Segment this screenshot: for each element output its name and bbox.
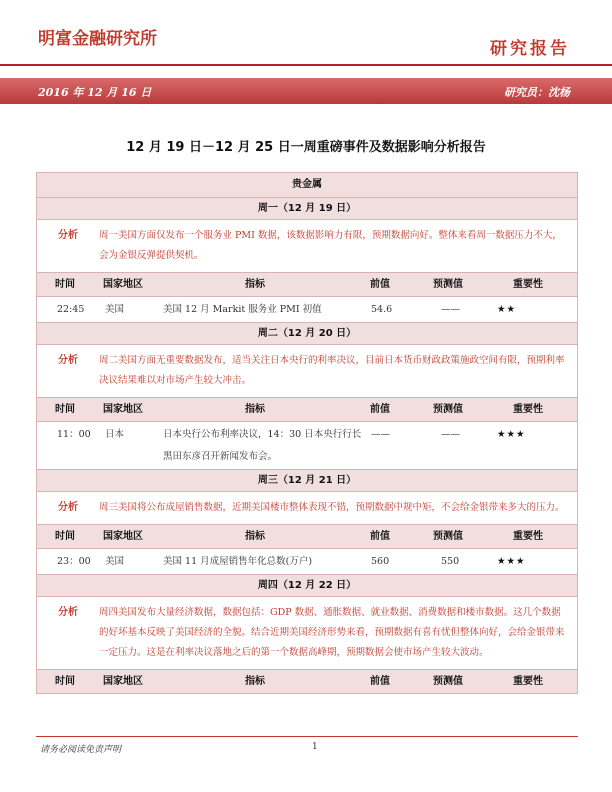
col-previous: 前值: [370, 279, 390, 290]
cell-importance: ★★★: [497, 556, 526, 567]
cell-region: 美国: [105, 556, 125, 567]
analysis-text: 周三美国将公布成屋销售数据，近期美国楼市整体表现不错，预期数据中规中矩，不会给金银带来多大的压力。: [99, 502, 565, 513]
col-importance: 重要性: [513, 279, 543, 290]
column-header-row: [37, 669, 577, 693]
col-importance: 重要性: [513, 404, 543, 415]
cell-previous: ——: [371, 429, 390, 440]
page-number: 1: [312, 742, 318, 752]
report-type: 研究报告: [490, 39, 570, 59]
table-row: [37, 548, 577, 574]
col-time: 时间: [55, 279, 75, 290]
cell-indicator: 日本央行公布利率决议，14：30 日本央行行长黑田东彦召开新闻发布会。: [163, 429, 362, 462]
page-title: 12 月 19 日－12 月 25 日一周重磅事件及数据影响分析报告: [126, 140, 486, 155]
analysis-row-monday: [37, 219, 577, 272]
analysis-label: 分析: [58, 355, 78, 366]
cell-region: 美国: [105, 304, 125, 315]
col-indicator: 指标: [245, 676, 265, 687]
col-previous: 前值: [370, 531, 390, 542]
analysis-label: 分析: [58, 230, 78, 241]
cell-forecast: 550: [441, 556, 460, 567]
cell-previous: 560: [371, 556, 390, 567]
analysis-row-thursday: [37, 596, 577, 669]
col-forecast: 预测值: [433, 404, 463, 415]
col-previous: 前值: [370, 404, 390, 415]
col-indicator: 指标: [245, 531, 265, 542]
events-table: [36, 172, 578, 694]
analysis-row-wednesday: [37, 491, 577, 524]
cell-importance: ★★★: [497, 429, 526, 440]
col-region: 国家地区: [103, 676, 143, 687]
col-previous: 前值: [370, 676, 390, 687]
cell-time: 11：00: [57, 429, 91, 440]
day-header-thursday: 周四（12 月 22 日）: [37, 574, 577, 596]
analysis-text: 周一美国方面仅发布一个服务业 PMI 数据，该数据影响力有限，预期数据向好。整体来看周一数据压力不大，会为金银反弹提供契机。: [99, 230, 562, 261]
column-header-row: [37, 272, 577, 296]
column-header-row: [37, 524, 577, 548]
col-indicator: 指标: [245, 404, 265, 415]
cell-indicator: 美国 11 月成屋销售年化总数(万户): [163, 556, 313, 567]
disclaimer-link[interactable]: 请务必阅读免责声明: [40, 745, 122, 755]
section-header: 贵金属: [37, 173, 577, 197]
col-forecast: 预测值: [433, 676, 463, 687]
header-rule: [0, 64, 612, 66]
col-indicator: 指标: [245, 279, 265, 290]
day-header-monday: 周一（12 月 19 日）: [37, 197, 577, 219]
col-region: 国家地区: [103, 531, 143, 542]
logo: 明富金融研究所: [38, 29, 157, 49]
col-time: 时间: [55, 404, 75, 415]
analysis-text: 周四美国发布大量经济数据，数据包括：GDP 数据、通胀数据、就业数据、消费数据和楼市数据。这几个数据的好坏基本反映了美国经济的全貌。结合近期美国经济形势来看，预期数据有喜有忧但整体向好，会给金银带来一定压力。这是在利率决议落地之后的第一个数据高峰期，预期数据会使市场产生较大波动。: [99, 607, 565, 658]
analysis-label: 分析: [58, 502, 78, 513]
cell-time: 22:45: [57, 304, 85, 315]
column-header-row: [37, 397, 577, 421]
analysis-label: 分析: [58, 607, 78, 618]
cell-region: 日本: [105, 429, 125, 440]
table-row: [37, 296, 577, 322]
col-forecast: 预测值: [433, 531, 463, 542]
day-header-tuesday: 周二（12 月 20 日）: [37, 322, 577, 344]
analysis-row-tuesday: [37, 344, 577, 397]
col-importance: 重要性: [513, 676, 543, 687]
col-region: 国家地区: [103, 279, 143, 290]
cell-indicator: 美国 12 月 Markit 服务业 PMI 初值: [163, 304, 322, 315]
footer-rule: [36, 736, 578, 737]
col-importance: 重要性: [513, 531, 543, 542]
cell-importance: ★★: [497, 304, 517, 315]
col-region: 国家地区: [103, 404, 143, 415]
date-band: [0, 78, 612, 104]
day-header-wednesday: 周三（12 月 21 日）: [37, 469, 577, 491]
analysis-text: 周二美国方面无重要数据发布，适当关注日本央行的利率决议，目前日本货币财政政策施政空间有限，预期利率决议结果难以对市场产生较大冲击。: [99, 355, 565, 386]
col-time: 时间: [55, 531, 75, 542]
cell-time: 23：00: [57, 556, 91, 567]
analyst-name: 研究员：沈杨: [504, 86, 570, 99]
report-date: 2016 年 12 月 16 日: [38, 86, 152, 99]
cell-forecast: ——: [441, 429, 460, 440]
cell-previous: 54.6: [371, 304, 393, 315]
cell-forecast: ——: [441, 304, 460, 315]
col-forecast: 预测值: [433, 279, 463, 290]
table-row: [37, 421, 577, 469]
col-time: 时间: [55, 676, 75, 687]
